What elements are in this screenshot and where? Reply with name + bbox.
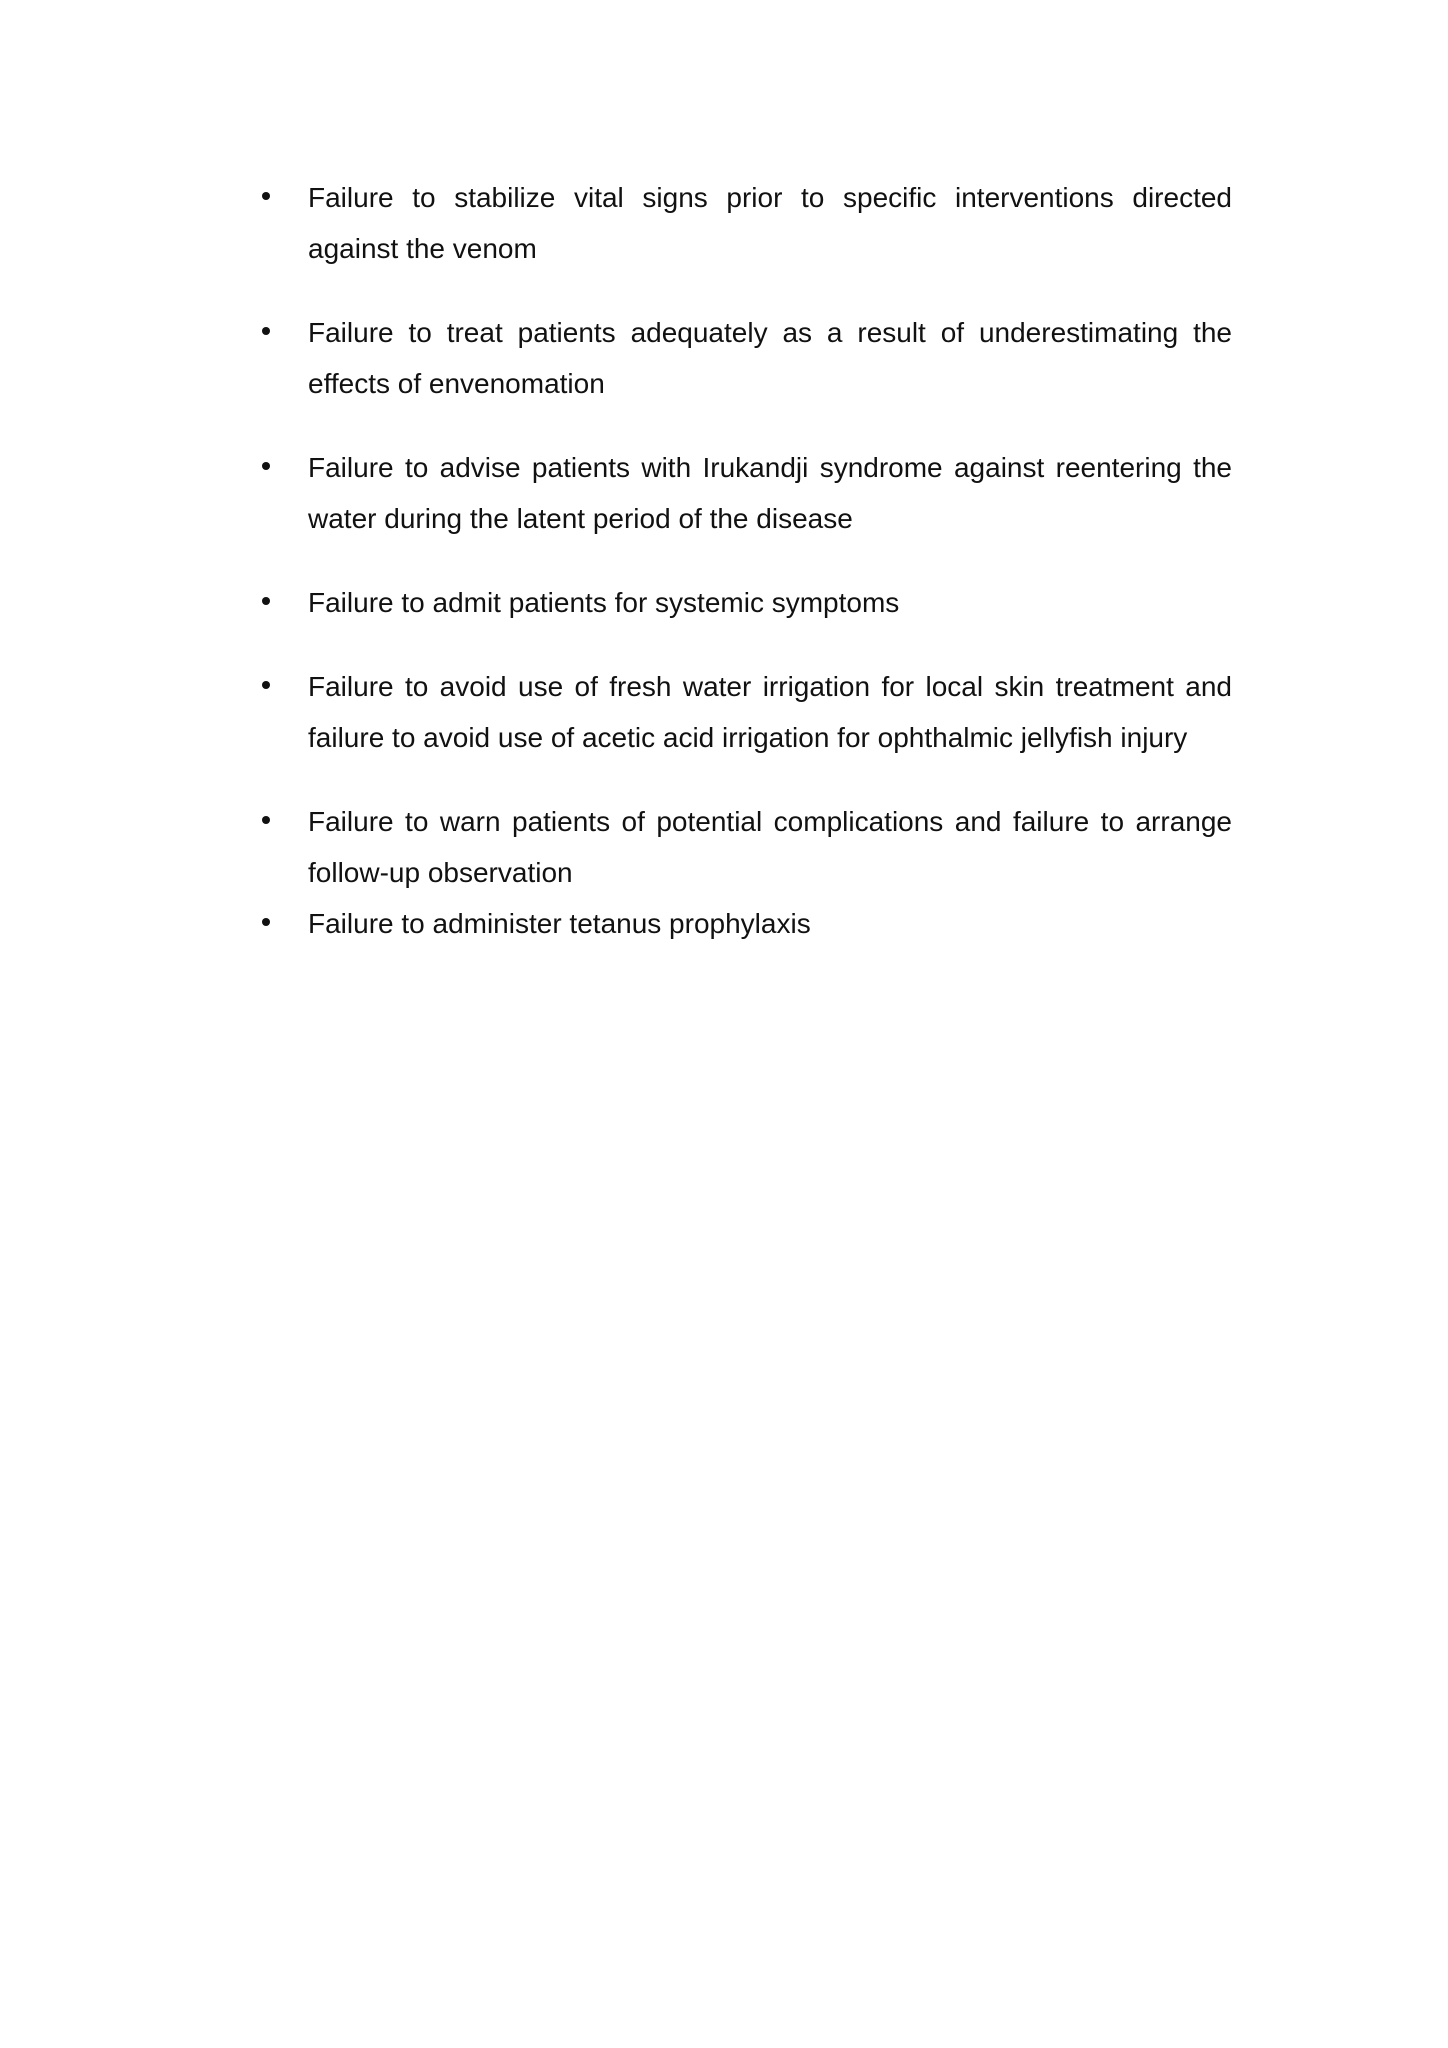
bullet-dot [262, 597, 270, 605]
list-item-text: Failure to stabilize vital signs prior to specific interventions directed against the venom [308, 182, 1232, 264]
list-item [262, 796, 1232, 898]
bullet-dot [262, 816, 270, 824]
list-item-text: Failure to advise patients with Irukandji syndrome against reentering the water during the latent period of the disease [308, 452, 1232, 534]
bullet-dot [262, 192, 270, 200]
list-item-text: Failure to admit patients for systemic symptoms [308, 587, 900, 618]
bullet-list [262, 172, 1232, 982]
bullet-dot [262, 462, 270, 470]
list-item-text: Failure to warn patients of potential complications and failure to arrange follow-up observation [308, 806, 1232, 888]
list-item [262, 661, 1232, 763]
list-item-text: Failure to avoid use of fresh water irrigation for local skin treatment and failure to avoid use of acetic acid irrigation for ophthalmic jellyfish injury [308, 671, 1232, 753]
bullet-dot [262, 918, 270, 926]
list-item [262, 898, 1232, 949]
list-item [262, 442, 1232, 544]
list-item-text: Failure to administer tetanus prophylaxis [308, 908, 811, 939]
list-item-text: Failure to treat patients adequately as a result of underestimating the effects of envenomation [308, 317, 1232, 399]
bullet-dot [262, 327, 270, 335]
list-item [262, 307, 1232, 409]
list-item [262, 577, 1232, 628]
bullet-dot [262, 681, 270, 689]
list-item [262, 172, 1232, 274]
